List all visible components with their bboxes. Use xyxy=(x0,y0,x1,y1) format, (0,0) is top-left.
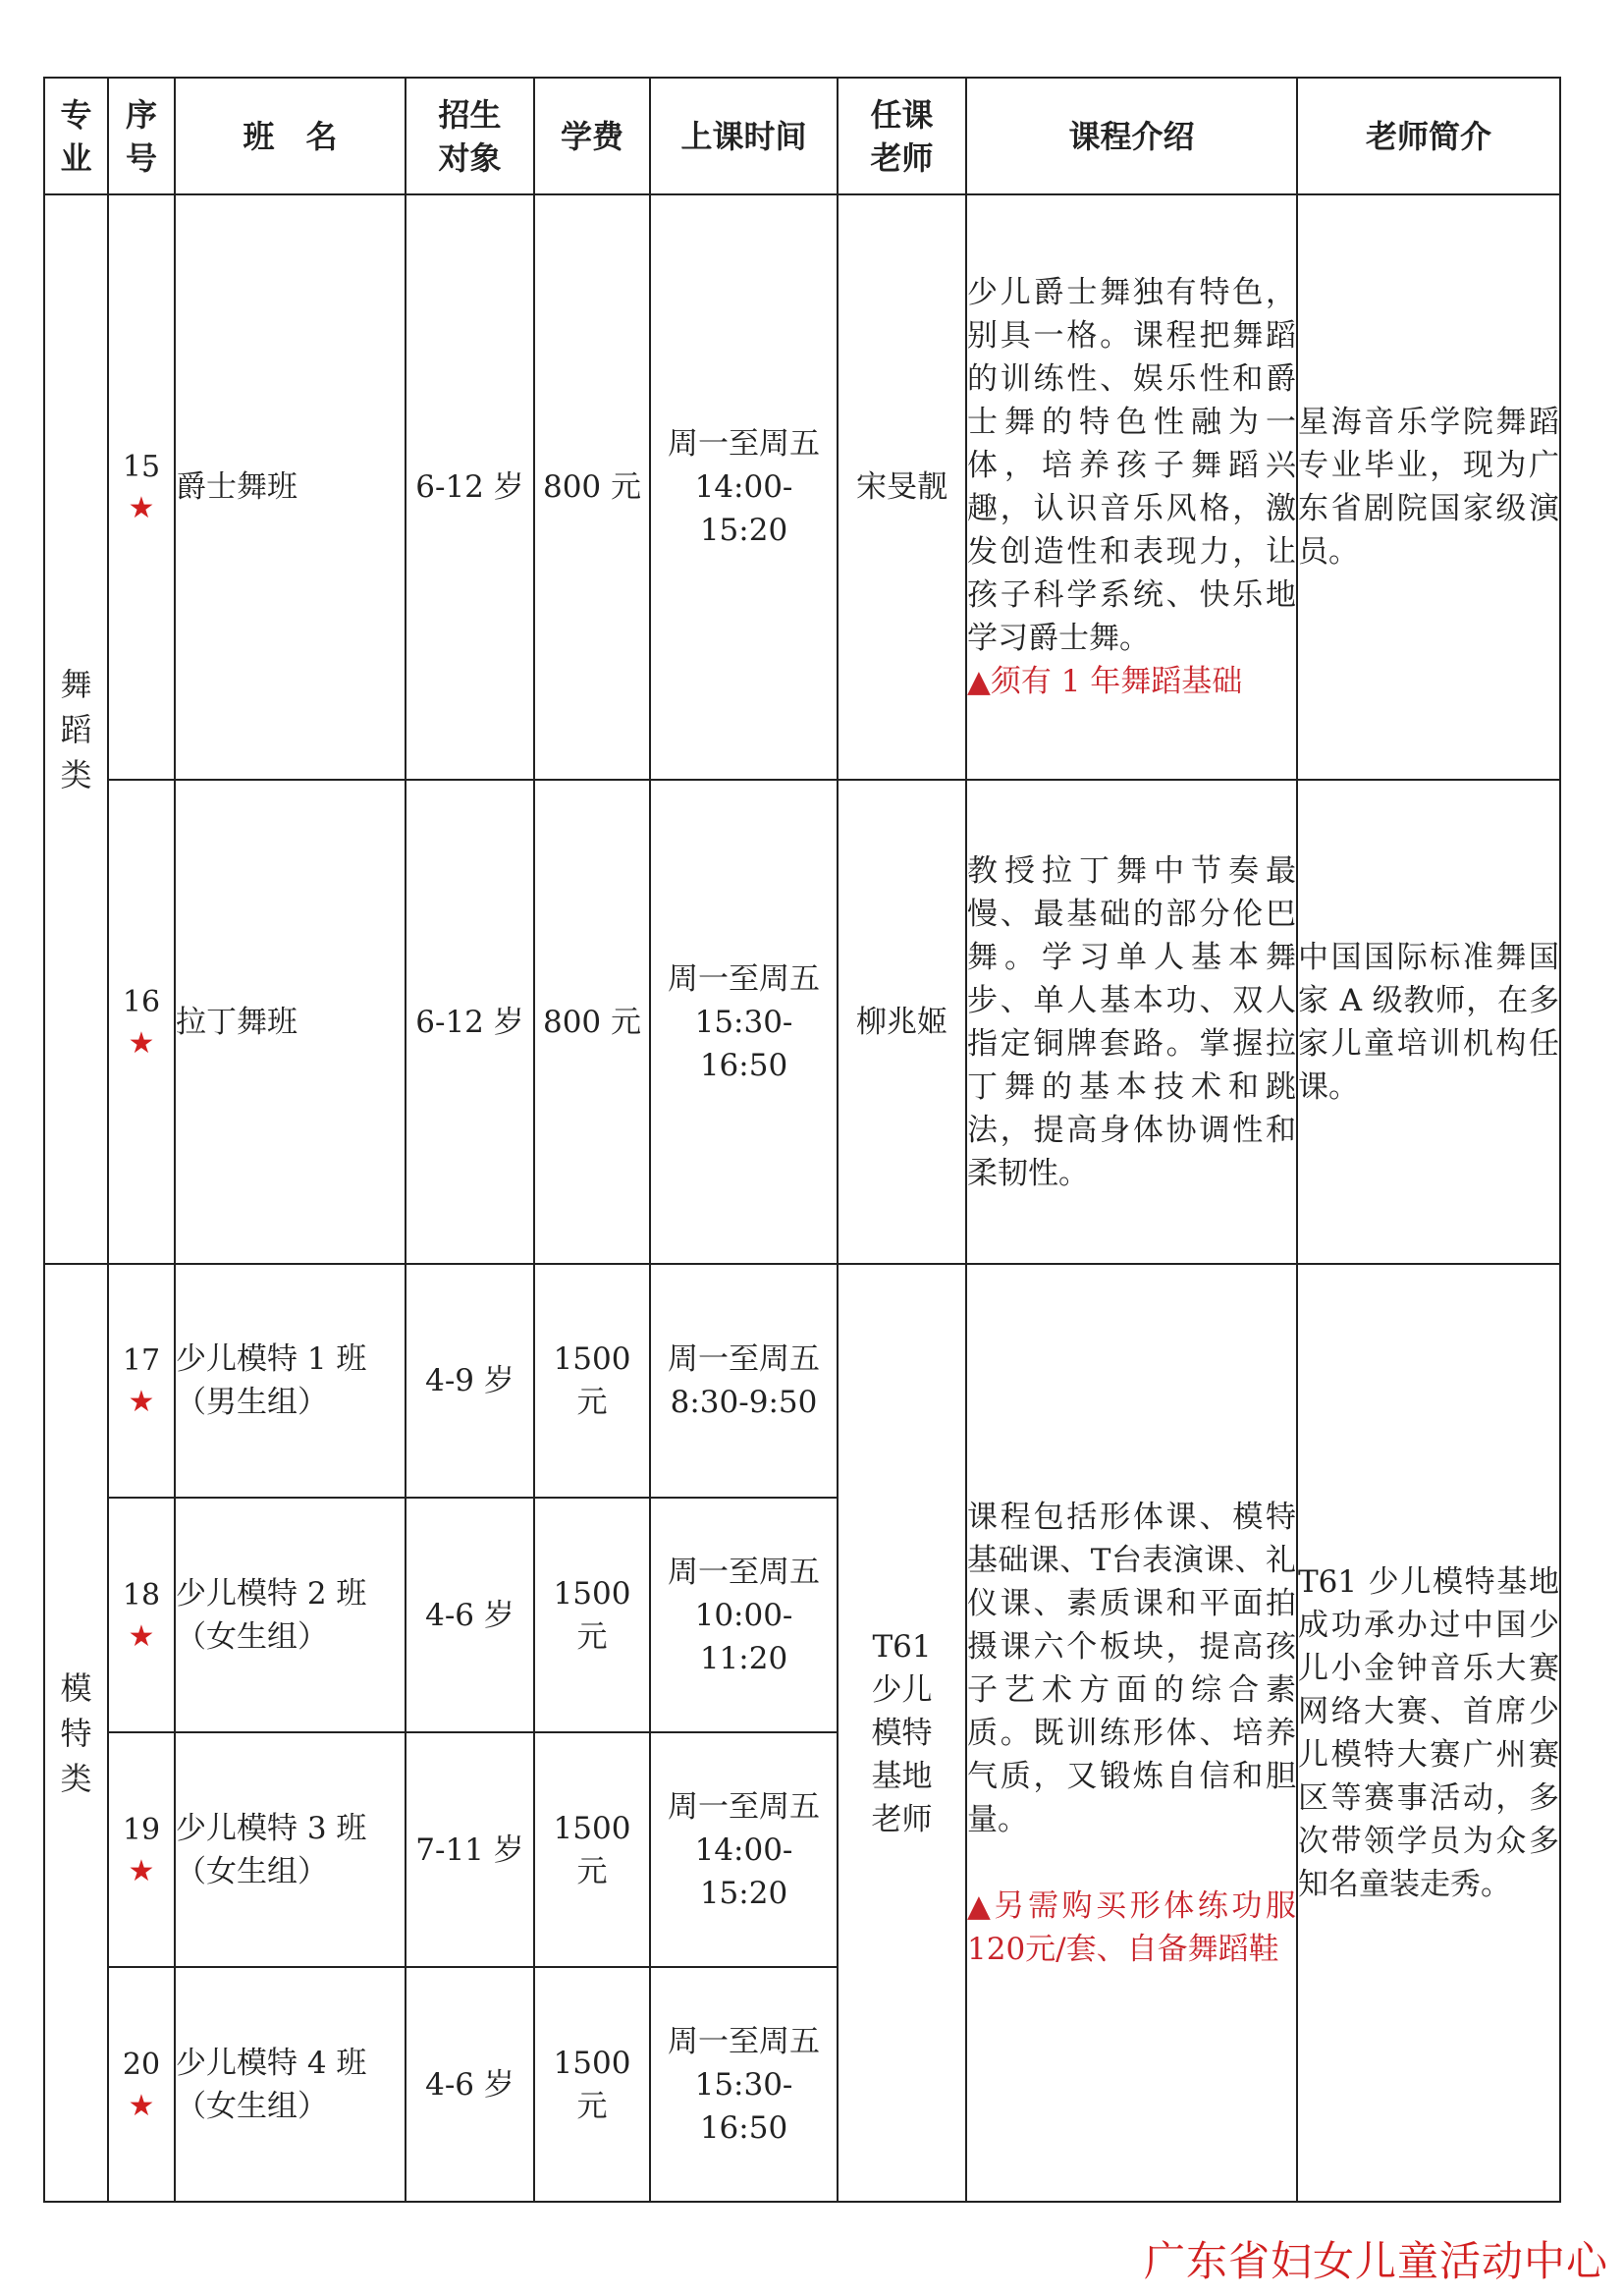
header-class-name: 班 名 xyxy=(175,78,406,194)
table-row xyxy=(44,780,1560,1264)
header-teacher-bio: 老师简介 xyxy=(1297,78,1560,194)
fee-cell: 800 元 xyxy=(534,780,650,1264)
bio-cell: 星海音乐学院舞蹈专业毕业，现为广东省剧院国家级演员。 xyxy=(1297,194,1560,780)
course-schedule-table xyxy=(43,77,1561,2203)
purchase-note: ▲另需购买形体练功服120元/套、自备舞蹈鞋 xyxy=(967,1887,1296,1967)
time-cell: 周一至周五 8:30-9:50 xyxy=(650,1264,838,1498)
time-cell: 周一至周五 14:00-15:20 xyxy=(650,194,838,780)
target-cell: 4-9 岁 xyxy=(406,1264,534,1498)
teacher-cell: 宋旻靓 xyxy=(838,194,966,780)
seq-cell: 18 ★ xyxy=(108,1498,175,1732)
bio-cell: 中国国际标准舞国家 A 级教师，在多家儿童培训机构任课。 xyxy=(1297,780,1560,1264)
fee-cell: 1500 元 xyxy=(534,1967,650,2202)
category-model: 模特类 xyxy=(44,1264,108,2202)
seq-cell: 20 ★ xyxy=(108,1967,175,2202)
bio-cell: T61 少儿模特基地成功承办过中国少儿小金钟音乐大赛网络大赛、首席少儿模特大赛广州赛区等赛事活动，多次带领学员为众多知名童装走秀。 xyxy=(1297,1264,1560,2202)
fee-cell: 800 元 xyxy=(534,194,650,780)
class-name-cell: 少儿模特 2 班 （女生组） xyxy=(175,1498,406,1732)
intro-cell: 教授拉丁舞中节奏最慢、最基础的部分伦巴舞。学习单人基本舞步、单人基本功、双人指定铜牌套路。掌握拉丁舞的基本技术和跳法，提高身体协调性和柔韧性。 xyxy=(966,780,1297,1264)
target-cell: 6-12 岁 xyxy=(406,194,534,780)
seq-cell: 17 ★ xyxy=(108,1264,175,1498)
target-cell: 4-6 岁 xyxy=(406,1967,534,2202)
time-cell: 周一至周五 15:30-16:50 xyxy=(650,780,838,1264)
header-seq: 序号 xyxy=(108,78,175,194)
target-cell: 4-6 岁 xyxy=(406,1498,534,1732)
target-cell: 6-12 岁 xyxy=(406,780,534,1264)
seq-cell: 19 ★ xyxy=(108,1732,175,1967)
class-name-cell: 拉丁舞班 xyxy=(175,780,406,1264)
fee-cell: 1500 元 xyxy=(534,1732,650,1967)
class-name-cell: 爵士舞班 xyxy=(175,194,406,780)
star-icon: ★ xyxy=(128,491,155,525)
header-major: 专业 xyxy=(44,78,108,194)
target-cell: 7-11 岁 xyxy=(406,1732,534,1967)
time-cell: 周一至周五 14:00-15:20 xyxy=(650,1732,838,1967)
star-icon: ★ xyxy=(128,1618,155,1654)
class-name-cell: 少儿模特 3 班 （女生组） xyxy=(175,1732,406,1967)
time-cell: 周一至周五 15:30-16:50 xyxy=(650,1967,838,2202)
star-icon: ★ xyxy=(128,1853,155,1888)
star-icon: ★ xyxy=(128,1385,155,1419)
table-row xyxy=(44,194,1560,780)
category-dance: 舞蹈类 xyxy=(44,194,108,1264)
teacher-cell: 柳兆姬 xyxy=(838,780,966,1264)
header-teacher: 任课老师 xyxy=(838,78,966,194)
header-fee: 学费 xyxy=(534,78,650,194)
footer-organization: 广东省妇女儿童活动中心 xyxy=(1143,2237,1608,2285)
intro-cell: 课程包括形体课、模特基础课、T台表演课、礼仪课、素质课和平面拍摄课六个板块，提高孩子艺术方面的综合素质。既训练形体、培养气质，又锻炼自信和胆量。 ▲另需购买形体练功服120元/套、自备舞蹈鞋 xyxy=(966,1264,1297,2202)
header-time: 上课时间 xyxy=(650,78,838,194)
seq-cell: 16 ★ xyxy=(108,780,175,1264)
intro-cell: 少儿爵士舞独有特色，别具一格。课程把舞蹈的训练性、娱乐性和爵士舞的特色性融为一体，培养孩子舞蹈兴趣，认识音乐风格，激发创造性和表现力，让孩子科学系统、快乐地学习爵士舞。 ▲须有 1 年舞蹈基础 xyxy=(966,194,1297,780)
star-icon: ★ xyxy=(128,1025,155,1061)
fee-cell: 1500 元 xyxy=(534,1498,650,1732)
seq-cell: 15 ★ xyxy=(108,194,175,780)
time-cell: 周一至周五 10:00-11:20 xyxy=(650,1498,838,1732)
teacher-cell: T61 少儿模特基地老师 xyxy=(838,1264,966,2202)
class-name-cell: 少儿模特 1 班 （男生组） xyxy=(175,1264,406,1498)
header-intro: 课程介绍 xyxy=(966,78,1297,194)
requirement-note: ▲须有 1 年舞蹈基础 xyxy=(967,664,1243,699)
star-icon: ★ xyxy=(128,2088,155,2123)
class-name-cell: 少儿模特 4 班 （女生组） xyxy=(175,1967,406,2202)
header-row xyxy=(44,78,1560,194)
header-target: 招生对象 xyxy=(406,78,534,194)
fee-cell: 1500 元 xyxy=(534,1264,650,1498)
table-row xyxy=(44,1264,1560,1498)
